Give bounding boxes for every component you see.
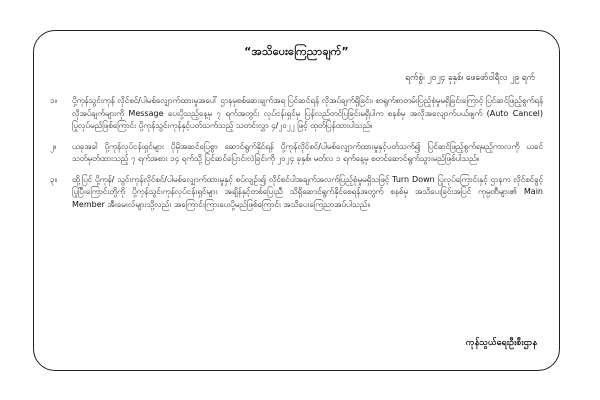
paragraph-number: ၃။ — [50, 174, 57, 184]
paragraph-1 — [50, 95, 543, 133]
issuer-signature: ကုန်သွယ်ရေးဦးစီးဌာန — [465, 338, 537, 348]
announcement-frame — [33, 30, 560, 371]
paragraph-text: ထို့ပြင် ပို့ကုန်/ သွင်းကုန်လိုင်စင်/ပါမစ်လျှောက်ထားမှုနှင့် စပ်လျဉ်း၍ လိုင်စင်ပါအချက်အလက်ပြည့်စုံမှုမရှိသဖြင့် Turn Down ပြုလုပ်ကြောင်းနှင့် ဌာနက လိုင်စင်ခွင့်ပြုပြီးကြောင်းတို့ကို ပို့ကုန်သွင်းကုန်လုပ်ငန်းရှင်များ အချိန်နှင့်တစ်ပြေးညီ သိရှိဆောင်ရွက်နိုင်စေရန်အတွက် စနစ်မှ အသိပေးခြင်းအပြင် ကုမ္ပဏီများ၏ Main Member အီးမေးလ်များသို့လည်း အကြောင်းကြားပေးပို့မည်ဖြစ်ကြောင်း အသိပေးကြေညာအပ်ပါသည်။ — [72, 174, 543, 209]
paragraph-text: ယခုအခါ ပို့ကုန်လုပ်ငန်းရှင်များ ပိုမိုအဆင်ပြေစွာ ဆောင်ရွက်နိုင်ရန် ပို့ကုန်လိုင်စင်/ပါမစ်လျှောက်ထားမှုနှင့်ပတ်သက်၍ ပြင်ဆင်ဖြည့်စွက်ရမည့်ကာလကို ယခင်သတ်မှတ်ထားသည့် ၇ ရက်အစား ၁၄ ရက်သို့ ပြင်ဆင်ပြောင်းလဲခြင်းကို ၂၀၂၄ ခုနှစ်၊ မတ်လ ၁ ရက်နေ့မှ စတင်ဆောင်ရွက်သွားမည်ဖြစ်ပါသည်။ — [72, 141, 543, 163]
announcement-title: “အသိပေးကြေညာချက်” — [244, 45, 349, 58]
paragraph-number: ၂။ — [50, 141, 57, 151]
paragraph-3 — [50, 174, 543, 212]
paragraph-2 — [50, 141, 543, 166]
paragraph-number: ၁။ — [50, 96, 57, 105]
paragraph-text: ပို့ကုန်သွင်းကုန် လိုင်စင်/ပါမစ်လျှောက်ထားမှုအပေါ် ဌာနမှစစ်ဆေးချက်အရ ပြင်ဆင်ရန် လိုအပ်ချက်ရှိခြင်း၊ စာရွက်စာတမ်းပြည့်စုံမှုမရှိခြင်းကြောင့် ပြင်ဆင်ဖြည့်စွက်ရန် လိုအပ်ချက်များကို Message ပေးပို့သည့်နေ့မှ ၇ ရက်အတွင်း လုပ်ငန်းရှင်မှ ပြန်လည်တင်ပြခြင်းမရှိပါက စနစ်မှ အလိုအလျောက်ပယ်ဖျက် (Auto Cancel) ပြုလုပ်မည်ဖြစ်ကြောင်း ပို့ကုန်သွင်းကုန်နှင့်ပတ်သက်သည့် သတင်းလွှာ ၄/၂၀၂၂ ဖြင့် ထုတ်ပြန်ထားပါသည်။ — [72, 96, 543, 130]
announcement-date: ရက်စွဲ၊ ၂၀၂၄ ခုနှစ်၊ ဖေဖော်ဝါရီလ ၂၉ ရက် — [405, 73, 535, 83]
